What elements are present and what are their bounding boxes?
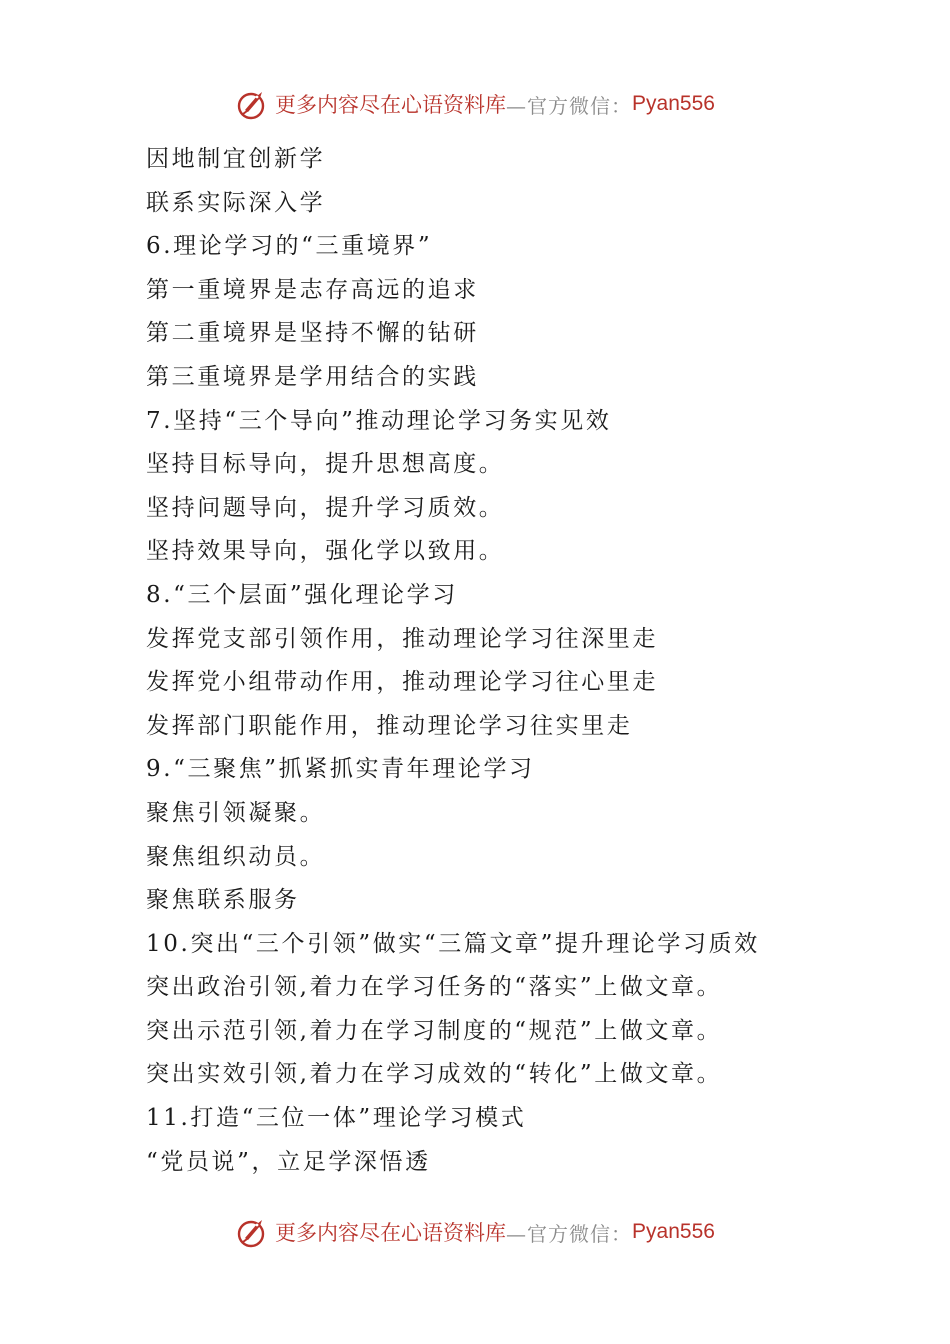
text-line: 第一重境界是志存高远的追求 (146, 276, 479, 303)
text-line: 聚焦引领凝聚。 (146, 799, 326, 826)
watermark-site-text: 更多内容尽在心语资料库 (275, 93, 507, 117)
section-heading: 8.“三个层面”强化理论学习 (146, 581, 458, 608)
text-line: 发挥部门职能作用，推动理论学习往实里走 (146, 712, 633, 739)
text-line: 第二重境界是坚持不懈的钻研 (146, 320, 479, 347)
text-line: 突出示范引领,着力在学习制度的“规范”上做文章。 (146, 1017, 723, 1044)
text-line: 第三重境界是学用结合的实践 (146, 363, 479, 390)
document-body (146, 138, 846, 1184)
text-line: 聚焦组织动员。 (146, 843, 326, 870)
pen-nib-logo-icon (235, 1214, 271, 1250)
watermark-wechat-id: Pyan556 (632, 92, 715, 115)
section-heading: 11.打造“三位一体”理论学习模式 (146, 1105, 527, 1132)
text-line: 因地制宜创新学 (146, 146, 326, 172)
text-line: 坚持目标导向，提升思想高度。 (146, 451, 505, 478)
text-line: 坚持问题导向，提升学习质效。 (146, 494, 505, 521)
section-heading: 9.“三聚焦”抓紧抓实青年理论学习 (146, 756, 535, 783)
watermark-separator: —官方微信： (506, 1221, 633, 1246)
section-heading: 10.突出“三个引领”做实“三篇文章”提升理论学习质效 (146, 930, 760, 957)
footer-watermark (0, 1210, 950, 1254)
text-line: “党员说”，立足学深悟透 (146, 1148, 431, 1175)
section-heading: 6.理论学习的“三重境界” (146, 233, 433, 260)
watermark-wechat-id: Pyan556 (632, 1220, 715, 1243)
text-line: 发挥党小组带动作用，推动理论学习往心里走 (146, 669, 658, 696)
text-line: 突出政治引领,着力在学习任务的“落实”上做文章。 (146, 974, 723, 1001)
watermark-separator: —官方微信： (506, 93, 633, 118)
section-heading: 7.坚持“三个导向”推动理论学习务实见效 (146, 407, 612, 434)
pen-nib-logo-icon (235, 86, 271, 122)
text-line: 聚焦联系服务 (146, 887, 300, 914)
text-line: 联系实际深入学 (146, 189, 326, 216)
text-line: 突出实效引领,着力在学习成效的“转化”上做文章。 (146, 1061, 723, 1088)
header-watermark (0, 82, 950, 126)
watermark-site-text: 更多内容尽在心语资料库 (275, 1221, 507, 1245)
text-line: 发挥党支部引领作用，推动理论学习往深里走 (146, 625, 658, 652)
text-line: 坚持效果导向，强化学以致用。 (146, 538, 505, 565)
